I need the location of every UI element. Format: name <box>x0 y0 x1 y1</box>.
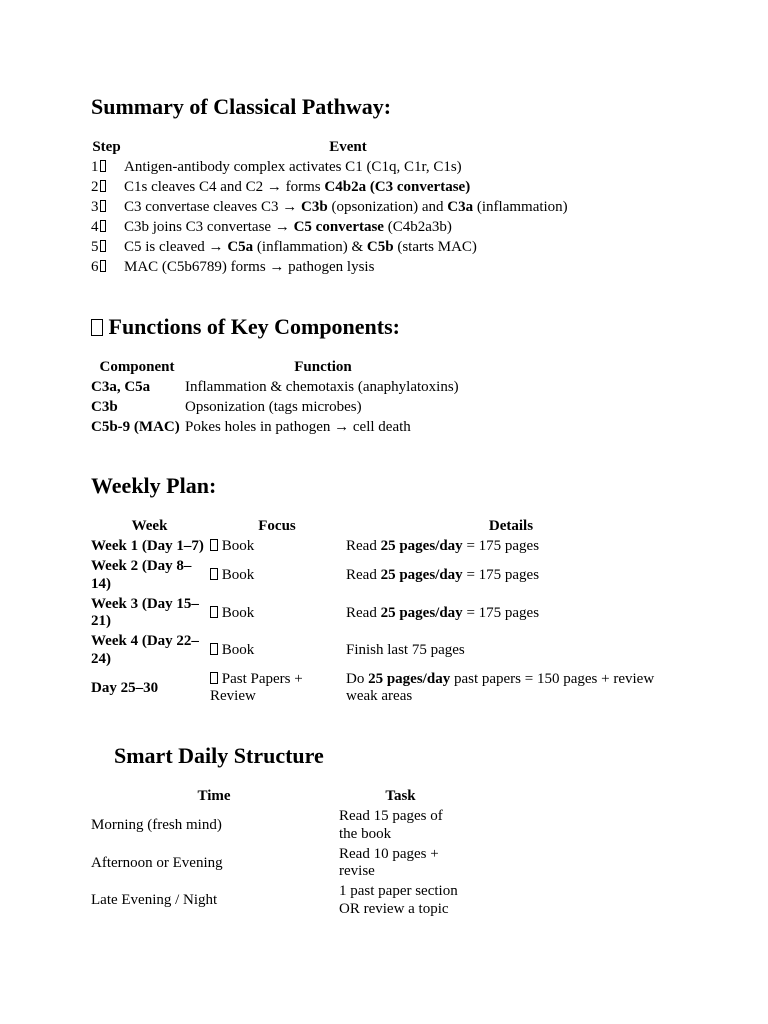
missing-glyph-icon <box>100 160 106 172</box>
table-row <box>90 258 573 278</box>
column-header-details: Details <box>488 518 534 535</box>
week-cell: Day 25–30 <box>91 679 159 696</box>
section-heading-pathway <box>91 94 391 120</box>
table-body <box>90 537 677 707</box>
table-row <box>90 238 573 258</box>
text-run: (inflammation) & <box>253 239 367 256</box>
column-header-time: Time <box>197 788 231 805</box>
step-cell <box>90 238 123 258</box>
step-number: 2 <box>91 179 99 196</box>
event-cell <box>123 258 573 278</box>
component-cell: C3b <box>91 399 118 416</box>
text-run: = 175 pages <box>462 604 540 621</box>
text-run: (inflammation) <box>473 199 568 216</box>
text-run: Finish last 75 pages <box>346 642 465 658</box>
bold-text-run: C3a <box>447 199 474 216</box>
function-cell: Pokes holes in pathogen → cell death <box>185 419 411 436</box>
time-cell: Late Evening / Night <box>91 892 218 908</box>
missing-glyph-icon <box>210 568 218 580</box>
text-run: C5 is cleaved → <box>124 239 228 256</box>
step-cell <box>90 178 123 198</box>
text-run: = 175 pages <box>462 538 540 555</box>
details-cell <box>345 537 677 557</box>
heading-text: Weekly Plan: <box>91 473 217 498</box>
table-row <box>90 398 462 418</box>
details-cell <box>345 595 677 633</box>
text-run: Read <box>346 604 381 621</box>
text-run: Do <box>346 670 369 687</box>
table-row <box>90 198 573 218</box>
event-cell <box>123 198 573 218</box>
missing-glyph-icon <box>100 260 106 272</box>
table-row <box>90 595 677 633</box>
table-row <box>90 670 677 708</box>
focus-text: Book <box>221 642 255 658</box>
heading-text: Smart Daily Structure <box>114 743 324 768</box>
step-number: 5 <box>91 239 99 256</box>
event-cell <box>123 238 573 258</box>
focus-text: Book <box>221 538 255 555</box>
table-header-row <box>90 138 573 158</box>
table-body <box>90 158 573 278</box>
text-run: = 175 pages <box>462 567 540 583</box>
missing-glyph-icon <box>100 220 106 232</box>
table-header-row <box>90 358 462 378</box>
task-cell: Read 15 pages of the book <box>339 808 443 842</box>
table-header-row <box>90 787 463 807</box>
step-number: 4 <box>91 219 99 236</box>
week-cell: Week 2 (Day 8–14) <box>91 558 192 592</box>
week-cell: Week 3 (Day 15–21) <box>91 595 199 630</box>
focus-text: Book <box>221 567 255 583</box>
table-row <box>90 882 463 920</box>
step-cell <box>90 258 123 278</box>
missing-glyph-icon <box>210 539 218 551</box>
bold-text-run: C5a <box>227 239 254 256</box>
text-run: C3b joins C3 convertase → <box>124 219 294 236</box>
text-run: (C4b2a3b) <box>383 219 452 236</box>
bold-text-run: 25 pages/day <box>380 538 463 555</box>
bold-text-run: 25 pages/day <box>380 567 463 583</box>
table-row <box>90 418 462 438</box>
section-heading-daily-structure <box>114 743 324 769</box>
text-run: MAC (C5b6789) forms → pathogen lysis <box>124 259 375 276</box>
step-number: 3 <box>91 199 99 216</box>
column-header-step: Step <box>92 139 121 156</box>
time-cell: Afternoon or Evening <box>91 854 223 871</box>
time-cell: Morning (fresh mind) <box>91 817 222 833</box>
text-run: Antigen-antibody complex activates C1 (C1q, C1r, C1s) <box>124 159 462 176</box>
focus-cell <box>209 632 345 670</box>
table-row <box>90 537 677 557</box>
function-cell: Inflammation & chemotaxis (anaphylatoxins) <box>185 379 459 396</box>
details-cell <box>345 632 677 670</box>
text-run: C1s cleaves C4 and C2 → forms <box>124 179 325 196</box>
missing-glyph-icon <box>210 606 218 618</box>
table-row <box>90 378 462 398</box>
column-header-focus: Focus <box>258 518 296 535</box>
table-row <box>90 557 677 595</box>
table-head <box>90 138 573 158</box>
step-cell <box>90 218 123 238</box>
classical-pathway-table <box>90 138 573 278</box>
event-cell <box>123 178 573 198</box>
text-run: Read <box>346 567 381 583</box>
bold-text-run: C3b <box>301 199 328 216</box>
week-cell: Week 1 (Day 1–7) <box>91 538 204 555</box>
text-run: Read <box>346 538 381 555</box>
bold-text-run: C5 convertase <box>293 219 384 236</box>
missing-glyph-icon <box>100 180 106 192</box>
table-header-row <box>90 517 677 537</box>
table-head <box>90 517 677 537</box>
table-row <box>90 632 677 670</box>
focus-text: Book <box>221 604 255 621</box>
bold-text-run: 25 pages/day <box>368 670 451 687</box>
event-cell <box>123 158 573 178</box>
details-cell <box>345 670 677 708</box>
missing-glyph-icon <box>210 643 218 655</box>
focus-cell <box>209 557 345 595</box>
daily-structure-table <box>90 787 463 920</box>
missing-glyph-icon <box>100 240 106 252</box>
focus-text: Past Papers + Review <box>210 670 303 705</box>
table-body <box>90 378 462 438</box>
text-run: (starts MAC) <box>393 239 477 256</box>
table-row <box>90 845 463 883</box>
table-body <box>90 807 463 920</box>
missing-glyph-icon <box>91 319 103 336</box>
weekly-plan-table <box>90 517 677 707</box>
table-head <box>90 787 463 807</box>
column-header-week: Week <box>131 518 168 535</box>
column-header-function: Function <box>294 359 352 376</box>
heading-text: Functions of Key Components: <box>108 314 401 339</box>
section-heading-functions <box>91 314 400 340</box>
table-row <box>90 178 573 198</box>
component-cell: C3a, C5a <box>91 379 151 396</box>
heading-text: Summary of Classical Pathway: <box>91 94 392 119</box>
text-run: C3 convertase cleaves C3 → <box>124 199 302 216</box>
key-components-table <box>90 358 462 438</box>
task-cell: Read 10 pages + revise <box>339 845 439 880</box>
column-header-component: Component <box>99 359 175 376</box>
function-cell: Opsonization (tags microbes) <box>185 399 362 416</box>
bold-text-run: C5b <box>366 239 394 256</box>
step-number: 6 <box>91 259 99 276</box>
table-row <box>90 807 463 845</box>
details-cell <box>345 557 677 595</box>
table-row <box>90 218 573 238</box>
bold-text-run: 25 pages/day <box>380 604 463 621</box>
bold-text-run: C4b2a (C3 convertase) <box>324 179 471 196</box>
column-header-task: Task <box>385 788 416 805</box>
text-run: past papers = 150 pages + review weak areas <box>346 670 655 705</box>
step-number: 1 <box>91 159 99 176</box>
focus-cell <box>209 595 345 633</box>
focus-cell <box>209 537 345 557</box>
text-run: (opsonization) and <box>327 199 448 216</box>
step-cell <box>90 198 123 218</box>
table-row <box>90 158 573 178</box>
event-cell <box>123 218 573 238</box>
step-cell <box>90 158 123 178</box>
section-heading-weekly-plan <box>91 473 216 499</box>
table-head <box>90 358 462 378</box>
week-cell: Week 4 (Day 22–24) <box>91 633 199 667</box>
missing-glyph-icon <box>210 672 218 684</box>
column-header-event: Event <box>329 139 367 156</box>
component-cell: C5b-9 (MAC) <box>91 419 180 436</box>
focus-cell <box>209 670 345 708</box>
task-cell: 1 past paper section OR review a topic <box>339 883 458 917</box>
missing-glyph-icon <box>100 200 106 212</box>
